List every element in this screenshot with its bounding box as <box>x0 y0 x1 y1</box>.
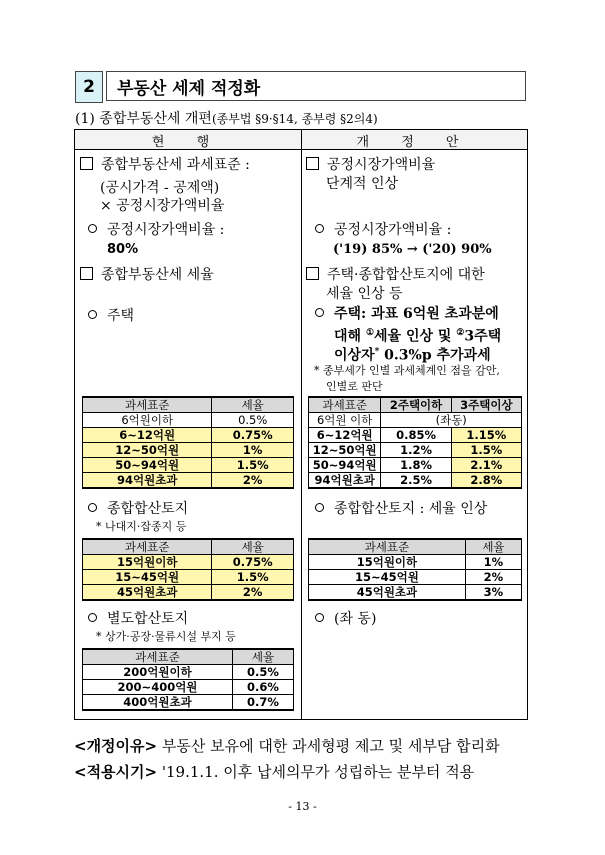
right-box2-line2: 세율 인상 등 <box>326 286 403 302</box>
table-header: 과세표준 <box>309 397 381 413</box>
left-ratio-value: 80% <box>107 242 139 257</box>
right-housing-line3: 이상자* 0.3%p 추가과세 <box>334 347 491 364</box>
column-divider <box>301 129 302 720</box>
right-separate-title: (좌 동) <box>315 610 376 629</box>
table-cell: 1% <box>212 443 294 458</box>
reason-label: <개정이유> <box>74 737 158 755</box>
table-header: 3주택이상 <box>451 397 521 413</box>
right-combined-rate-table <box>308 538 522 601</box>
table-cell: 0.75% <box>212 555 294 570</box>
table-header: 과세표준 <box>309 539 466 555</box>
table-cell: 45억원초과 <box>309 585 466 601</box>
checkbox-square-icon <box>80 267 93 280</box>
circle-bullet-icon <box>315 613 324 622</box>
table-cell: 45억원초과 <box>83 585 212 601</box>
table-cell: 1.8% <box>381 458 451 473</box>
right-note-line1: * 종부세가 인별 과세체계인 점을 감안, <box>314 364 500 377</box>
left-separate-note: * 상가·공장·물류시설 부지 등 <box>96 630 236 643</box>
circle-bullet-icon <box>88 224 97 233</box>
table-cell: 6억원이하 <box>83 413 212 428</box>
table-cell: 6억원 이하 <box>309 413 381 428</box>
table-cell: 0.85% <box>381 428 451 443</box>
circle-bullet-icon <box>315 224 324 233</box>
checkbox-square-icon <box>306 157 319 170</box>
table-cell: 2.5% <box>381 473 451 489</box>
table-cell: 50~94억원 <box>83 458 212 473</box>
section-title: 부동산 세제 적정화 <box>106 71 526 101</box>
page-number: - 13 - <box>288 800 317 813</box>
subsection-ref: (종부법 §9·§14, 종부령 §2의4) <box>211 112 378 126</box>
circle-bullet-icon <box>315 308 324 317</box>
table-cell: 0.6% <box>232 680 293 695</box>
right-housing-line1: 주택: 과표 6억원 초과분에 <box>315 305 499 324</box>
right-box1-line1: 공정시장가액비율 <box>306 156 435 175</box>
table-cell: 15~45억원 <box>309 570 466 585</box>
table-cell: 12~50억원 <box>309 443 381 458</box>
table-cell: 1.15% <box>451 428 521 443</box>
table-cell: 0.75% <box>212 428 294 443</box>
table-cell: 1% <box>465 555 521 570</box>
header-proposed: 개 정 안 <box>356 135 473 150</box>
table-cell: 2% <box>212 585 294 601</box>
effective-label: <적용시기> <box>74 763 158 781</box>
table-cell: 1.2% <box>381 443 451 458</box>
table-cell: 15~45억원 <box>83 570 212 585</box>
table-header: 2주택이하 <box>381 397 451 413</box>
table-cell: 200억원이하 <box>83 665 233 680</box>
left-box1-line3: × 공정시장가액비율 <box>100 198 225 214</box>
table-cell: 0.5% <box>232 665 293 680</box>
table-cell: 94억원초과 <box>309 473 381 489</box>
right-note-line2: 인별로 판단 <box>326 380 383 393</box>
table-cell: 2.8% <box>451 473 521 489</box>
table-cell: 0.7% <box>232 695 293 711</box>
table-cell: 2.1% <box>451 458 521 473</box>
right-box1-line2: 단계적 인상 <box>326 176 399 192</box>
left-box1-line2: (공시가격 - 공제액) <box>100 180 220 196</box>
left-combined-rate-table <box>82 538 294 601</box>
table-cell: 6~12억원 <box>309 428 381 443</box>
table-header: 세율 <box>465 539 521 555</box>
circle-bullet-icon <box>88 503 97 512</box>
table-cell: 3% <box>465 585 521 601</box>
left-box1-title: 종합부동산세 과세표준 : <box>80 156 250 175</box>
table-cell: 50~94억원 <box>309 458 381 473</box>
table-cell: 94억원초과 <box>83 473 212 489</box>
table-cell: 1.5% <box>212 458 294 473</box>
table-header: 세율 <box>212 397 294 413</box>
right-combined-title: 종합합산토지 : 세율 인상 <box>315 500 487 519</box>
table-cell: 400억원초과 <box>83 695 233 711</box>
circle-bullet-icon <box>88 310 97 319</box>
left-combined-title: 종합합산토지 <box>88 500 188 519</box>
table-cell: 1.5% <box>212 570 294 585</box>
right-housing-line2: 대해 ①세율 인상 및 ②3주택 <box>334 328 502 345</box>
table-cell: 1.5% <box>451 443 521 458</box>
table-header: 과세표준 <box>83 539 212 555</box>
effective-text: '19.1.1. 이후 납세의무가 성립하는 분부터 적용 <box>161 763 475 781</box>
subsection-title <box>75 108 378 128</box>
left-housing-title: 주택 <box>88 307 134 326</box>
left-combined-note: * 나대지·잡종지 등 <box>96 520 187 533</box>
table-cell: 15억원이하 <box>309 555 466 570</box>
reason-text: 부동산 보유에 대한 과세형평 제고 및 세부담 합리화 <box>161 737 500 755</box>
circle-bullet-icon <box>315 503 324 512</box>
left-separate-title: 별도합산토지 <box>88 610 188 629</box>
table-cell: 12~50억원 <box>83 443 212 458</box>
table-header: 과세표준 <box>83 397 212 413</box>
left-separate-rate-table <box>82 648 294 711</box>
table-cell: 200~400억원 <box>83 680 233 695</box>
table-cell: 15억원이하 <box>83 555 212 570</box>
circle-bullet-icon <box>88 613 97 622</box>
right-box2-line1: 주택·종합합산토지에 대한 <box>306 266 485 285</box>
section-number: 2 <box>75 71 103 103</box>
subsection-number: (1) <box>75 111 95 127</box>
table-header: 과세표준 <box>83 649 233 665</box>
header-current: 현 행 <box>151 135 224 150</box>
table-cell: (좌동) <box>381 413 522 428</box>
left-box2-title: 종합부동산세 세율 <box>80 266 214 285</box>
reason-line <box>74 735 500 756</box>
left-housing-rate-table <box>82 396 294 489</box>
right-housing-rate-table <box>308 396 522 489</box>
checkbox-square-icon <box>306 267 319 280</box>
table-cell: 2% <box>465 570 521 585</box>
table-header: 세율 <box>232 649 293 665</box>
checkbox-square-icon <box>80 157 93 170</box>
right-ratio-title: 공정시장가액비율 : <box>315 221 451 240</box>
table-cell: 0.5% <box>212 413 294 428</box>
left-ratio-title: 공정시장가액비율 : <box>88 221 224 240</box>
effective-line <box>74 761 474 782</box>
table-cell: 2% <box>212 473 294 489</box>
subsection-main: 종합부동산세 개편 <box>99 111 212 127</box>
right-ratio-value: ('19) 85% → ('20) 90% <box>333 242 492 257</box>
table-header: 세율 <box>212 539 294 555</box>
table-cell: 6~12억원 <box>83 428 212 443</box>
